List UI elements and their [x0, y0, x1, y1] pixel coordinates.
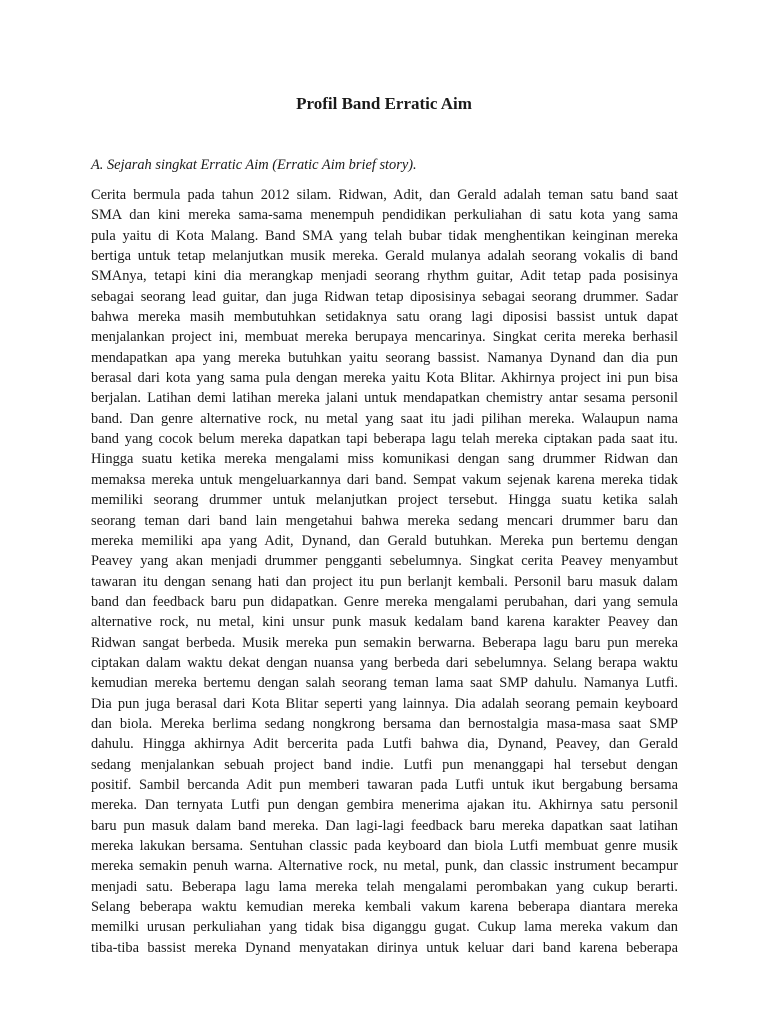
paragraph-line: alternative rock, nu metal, kini unsur punk masuk kedalam band karena karakter Peavey dan: [91, 614, 678, 631]
document-title: Profil Band Erratic Aim: [296, 94, 472, 113]
paragraph-line: sedang menjalankan sebuah project band indie. Lutfi pun menanggapi hal tersebut dengan: [91, 756, 678, 773]
paragraph-line: Dia pun juga berasal dari Kota Blitar seperti yang lainnya. Dia adalah seorang pemain keyboard: [91, 695, 678, 712]
paragraph-line: berasal dari kota yang sama pula dengan mereka yaitu Kota Blitar. Akhirnya project ini pun bisa: [91, 370, 678, 387]
paragraph-line: seorang teman dari band lain mengetahui bahwa mereka sedang mencari drummer baru dan: [91, 512, 678, 529]
paragraph-line: dahulu. Hingga akhirnya Adit bercerita pada Lutfi bahwa dia, Dynand, Peavey, dan Gerald: [91, 736, 678, 753]
paragraph-line: ciptakan dalam waktu dekat dengan nuansa yang berbeda dari sebelumnya. Selang berapa waktu: [91, 654, 678, 671]
paragraph-line: tawaran itu dengan senang hati dan project itu pun berlanjt kembali. Personil baru masuk dalam: [91, 573, 678, 590]
section-heading: A. Sejarah singkat Erratic Aim (Erratic Aim brief story).: [91, 157, 417, 173]
paragraph-line: mereka. Dan ternyata Lutfi pun dengan gembira menerima ajakan itu. Akhirnya satu personil: [91, 797, 678, 814]
paragraph-line: positif. Sambil bercanda Adit pun memberi tawaran pada Lutfi untuk ikut bergabung bersama: [91, 776, 678, 793]
paragraph-line: mendapatkan apa yang mereka butuhkan yaitu seorang bassist. Namanya Dynand dan dia pun: [91, 349, 678, 366]
paragraph-line: menjadi satu. Beberapa lagu lama mereka telah mengalami perombakan yang cukup berarti.: [91, 878, 678, 895]
paragraph-line: Cerita bermula pada tahun 2012 silam. Ridwan, Adit, dan Gerald adalah teman satu band saat: [91, 187, 678, 203]
paragraph-line: mereka lakukan bersama. Sentuhan classic pada keyboard dan biola Lutfi membuat genre musik: [91, 838, 678, 854]
paragraph-line: mereka memiliki apa yang Adit, Dynand, dan Gerald butuhkan. Mereka pun bertemu dengan: [91, 532, 678, 549]
paragraph-line: Peavey yang akan menjadi drummer pengganti sebelumnya. Singkat cerita Peavey menyambut: [91, 553, 678, 570]
paragraph-line: Ridwan sangat berbeda. Musik mereka pun semakin berwarna. Beberapa lagu baru pun mereka: [91, 634, 678, 651]
paragraph-line: SMAnya, tetapi kini dia merangkap menjadi seorang rhythm guitar, Adit tetap pada posisinya: [91, 268, 678, 285]
paragraph-line: bertiga untuk tetap melanjutkan musik mereka. Gerald mulanya adalah seorang vokalis di band: [91, 248, 678, 265]
paragraph-line: band. Dan genre alternative rock, nu metal yang saat itu jadi pilihan mereka. Walaupun nama: [91, 410, 678, 427]
paragraph-line: Selang beberapa waktu kemudian mereka kembali vakum karena beberapa diantara mereka: [91, 899, 678, 916]
paragraph-line: band yang cocok belum mereka dapatkan tapi beberapa lagu telah mereka ciptakan pada saat itu.: [91, 431, 678, 448]
paragraph-line: pula yaitu di Kota Malang. Band SMA yang telah bubar tidak menghentikan keinginan mereka: [91, 227, 678, 244]
paragraph-line: memilki urusan perkuliahan yang tidak bisa diganggu gugat. Cukup lama mereka vakum dan: [91, 919, 678, 936]
paragraph-line: bahwa mereka masih membutuhkan setidaknya satu orang lagi diposisi bassist untuk dapat: [91, 309, 678, 326]
paragraph-line: memaksa mereka untuk mengeluarkannya dari band. Sempat vakum sejenak karena mereka tidak: [91, 471, 678, 488]
paragraph-line: berjalan. Latihan demi latihan mereka jalani untuk mendapatkan chemistry antar sesama personil: [91, 390, 678, 407]
paragraph-line: kemudian mereka bertemu dengan salah seorang teman lama saat SMP dahulu. Namanya Lutfi.: [91, 675, 678, 692]
paragraph-line: band dan feedback baru pun didapatkan. Genre mereka mengalami perubahan, dari yang semula: [91, 593, 678, 610]
paragraph-line: tiba-tiba bassist mereka Dynand menyatakan dirinya untuk keluar dari band karena beberapa: [91, 939, 678, 956]
body-paragraph: [91, 185, 678, 958]
paragraph-line: memiliki seorang drummer untuk melanjutkan project tersebut. Hingga suatu ketika salah: [91, 492, 678, 509]
paragraph-line: SMA dan kini mereka sama-sama menempuh pendidikan perkuliahan di satu kota yang sama: [91, 207, 678, 224]
paragraph-line: menjalankan project ini, membuat mereka berupaya mencarinya. Singkat cerita mereka berhasil: [91, 329, 678, 346]
paragraph-line: dan biola. Mereka berlima sedang nongkrong bersama dan bernostalgia masa-masa saat SMP: [91, 715, 678, 732]
paragraph-line: mereka semakin penuh warna. Alternative rock, nu metal, punk, dan classic instrument becampur: [91, 858, 678, 875]
paragraph-line: sebagai seorang lead guitar, dan juga Ridwan tetap diposisinya sebagai seorang drummer. Sadar: [91, 288, 678, 305]
paragraph-line: baru pun masuk dalam band mereka. Dan lagi-lagi feedback baru mereka dapatkan saat latihan: [91, 817, 678, 834]
paragraph-line: Hingga suatu ketika mereka mengalami miss komunikasi dengan sang drummer Ridwan dan: [91, 451, 678, 468]
